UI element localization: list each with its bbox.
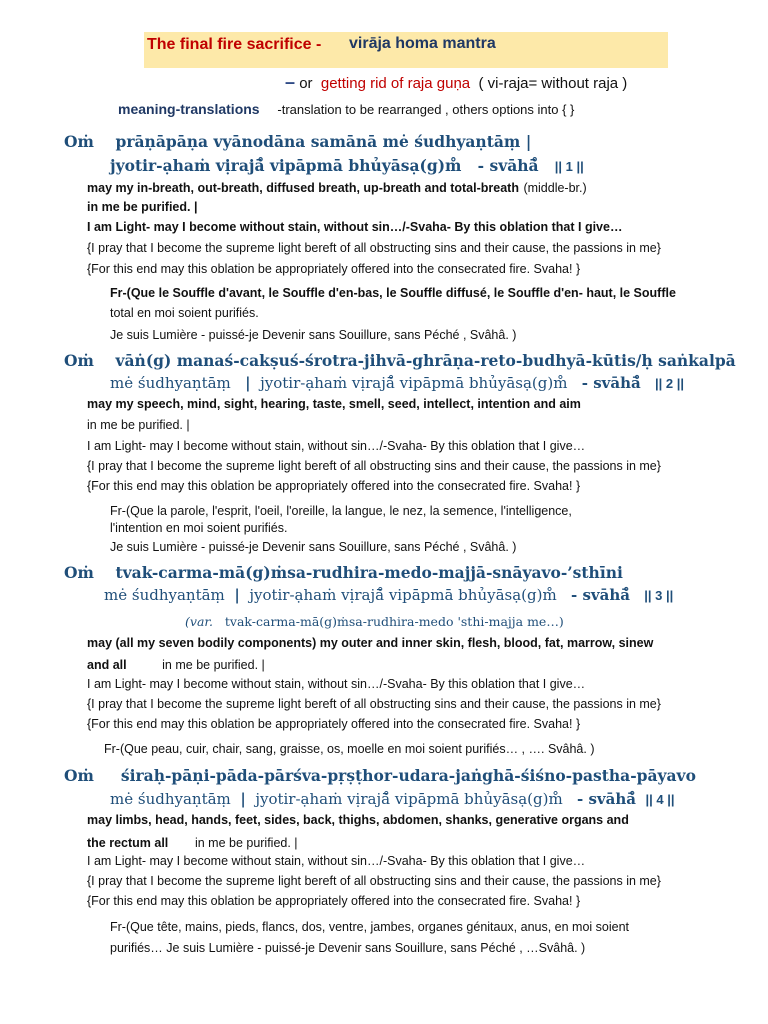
m1-en-2: in me be purified. | xyxy=(87,200,198,214)
title-blue: virāja homa mantra xyxy=(349,35,496,52)
mantra-3-line2: mė śudhyaṇtāṃ | jyotir-ạhaṁ vịrajā̊ vipāpmā bhủyāsạ(g)m̊ - svāhā̊ || 3 || xyxy=(104,586,674,604)
m4-en-2: the rectum all in me be purified. | xyxy=(87,836,298,850)
m3-en-2: and all in me be purified. | xyxy=(87,658,265,672)
m2-fr-2: l'intention en moi soient purifiés. xyxy=(110,521,288,535)
title-banner xyxy=(144,32,668,68)
m3-pray-line: {I pray that I become the supreme light bereft of all obstructing sins and their cause, the passions in me} xyxy=(87,697,661,711)
m2-pray-line: {I pray that I become the supreme light bereft of all obstructing sins and their cause, the passions in me} xyxy=(87,459,661,473)
m3-end-line: {For this end may this oblation be appropriately offered into the consecrated fire. Svaha! } xyxy=(87,717,581,731)
mantra-1-line2: jyotir-ạhaṁ vịrajā̊ vipāpmā bhủyāsạ(g)m̊ - svāhā̊ || 1 || xyxy=(110,156,584,175)
mantra-2-line2: mė śudhyaṇtāṃ | jyotir-ạhaṁ vịrajā̊ vipāpmā bhủyāsạ(g)m̊ - svāhā̊ || 2 || xyxy=(110,374,685,392)
m2-fr-3: Je suis Lumière - puissé-je Devenir sans Souillure, sans Péché , Svâhâ. ) xyxy=(110,540,517,554)
m1-light-line: I am Light- may I become without stain, without sin…/-Svaha- By this oblation that I give… xyxy=(87,220,623,234)
m4-fr-2: purifiés… Je suis Lumière - puissé-je Devenir sans Souillure, sans Péché , …Svâhâ. ) xyxy=(110,941,586,955)
m3-fr-1: Fr-(Que peau, cuir, chair, sang, graisse, os, moelle en moi soient purifiés… , …. Svâhâ. ) xyxy=(104,742,595,756)
m1-pray-line: {I pray that I become the supreme light bereft of all obstructing sins and their cause, the passions in me} xyxy=(87,241,661,255)
m2-fr-1: Fr-(Que la parole, l'esprit, l'oeil, l'oreille, la langue, le nez, la semence, l'intelligence, xyxy=(110,504,572,518)
m4-end-line: {For this end may this oblation be appropriately offered into the consecrated fire. Svaha! } xyxy=(87,894,581,908)
m4-fr-1: Fr-(Que tête, mains, pieds, flancs, dos, ventre, jambes, organes génitaux, anus, en moi soient xyxy=(110,920,630,934)
mantra-2-line1: Oṁ vāṅ(g) manaś-cakṣuś-śrotra-jihvā-ghrāṇa-reto-budhyā-kūtis/ḥ saṅkalpā xyxy=(64,351,736,370)
m2-en-1: may my speech, mind, sight, hearing, taste, smell, seed, intellect, intention and aim xyxy=(87,397,581,411)
mantra-4-line1: Oṁ śiraḥ-pāṇi-pāda-pārśva-pṛṣṭhor-udara-jaṅghā-śiśno-pastha-pāyavo xyxy=(64,766,696,785)
m2-end-line: {For this end may this oblation be appropriately offered into the consecrated fire. Svaha! } xyxy=(87,479,581,493)
subtitle: – or getting rid of raja guṇa ( vi-raja= without raja ) xyxy=(285,72,628,92)
m2-en-2: in me be purified. | xyxy=(87,418,190,432)
m4-light-line: I am Light- may I become without stain, without sin…/-Svaha- By this oblation that I give… xyxy=(87,854,586,868)
m1-en-1: may my in-breath, out-breath, diffused breath, up-breath and total-breath (middle-br.) xyxy=(87,181,587,195)
m3-variant: (var. tvak-carma-mā(g)ṁsa-rudhira-medo 'sthi-majja me…) xyxy=(185,614,564,629)
m1-fr-2: total en moi soient purifiés. xyxy=(110,306,259,320)
mantra-4-line2: mė śudhyaṇtāṃ | jyotir-ạhaṁ vịrajā̊ vipāpmā bhủyāsạ(g)m̊ - svāhā̊ || 4 || xyxy=(110,790,675,808)
m4-pray-line: {I pray that I become the supreme light bereft of all obstructing sins and their cause, the passions in me} xyxy=(87,874,661,888)
m3-light-line: I am Light- may I become without stain, without sin…/-Svaha- By this oblation that I give… xyxy=(87,677,586,691)
m3-en-1: may (all my seven bodily components) my outer and inner skin, flesh, blood, fat, marrow, sinew xyxy=(87,636,654,650)
m4-en-1: may limbs, head, hands, feet, sides, back, thighs, abdomen, shanks, generative organs and xyxy=(87,813,629,827)
mantra-1-line1: Oṁ prāṇāpāṇa vyānodāna samānā mė śudhyaṇtāṃ | xyxy=(64,132,532,151)
m1-fr-1: Fr-(Que le Souffle d'avant, le Souffle d'en-bas, le Souffle diffusé, le Souffle d'en- haut, le Souffle xyxy=(110,286,676,300)
m1-fr-3: Je suis Lumière - puissé-je Devenir sans Souillure, sans Péché , Svâhâ. ) xyxy=(110,328,517,342)
mantra-3-line1: Oṁ tvak-carma-mā(g)ṁsa-rudhira-medo-majjā-snāyavo-’sthīni xyxy=(64,563,623,582)
title-red: The final fire sacrifice - xyxy=(147,36,322,53)
m1-end-line: {For this end may this oblation be appropriately offered into the consecrated fire. Svaha! } xyxy=(87,262,581,276)
m2-light-line: I am Light- may I become without stain, without sin…/-Svaha- By this oblation that I give… xyxy=(87,439,586,453)
meaning-line: meaning-translations -translation to be rearranged , others options into { } xyxy=(118,101,575,117)
